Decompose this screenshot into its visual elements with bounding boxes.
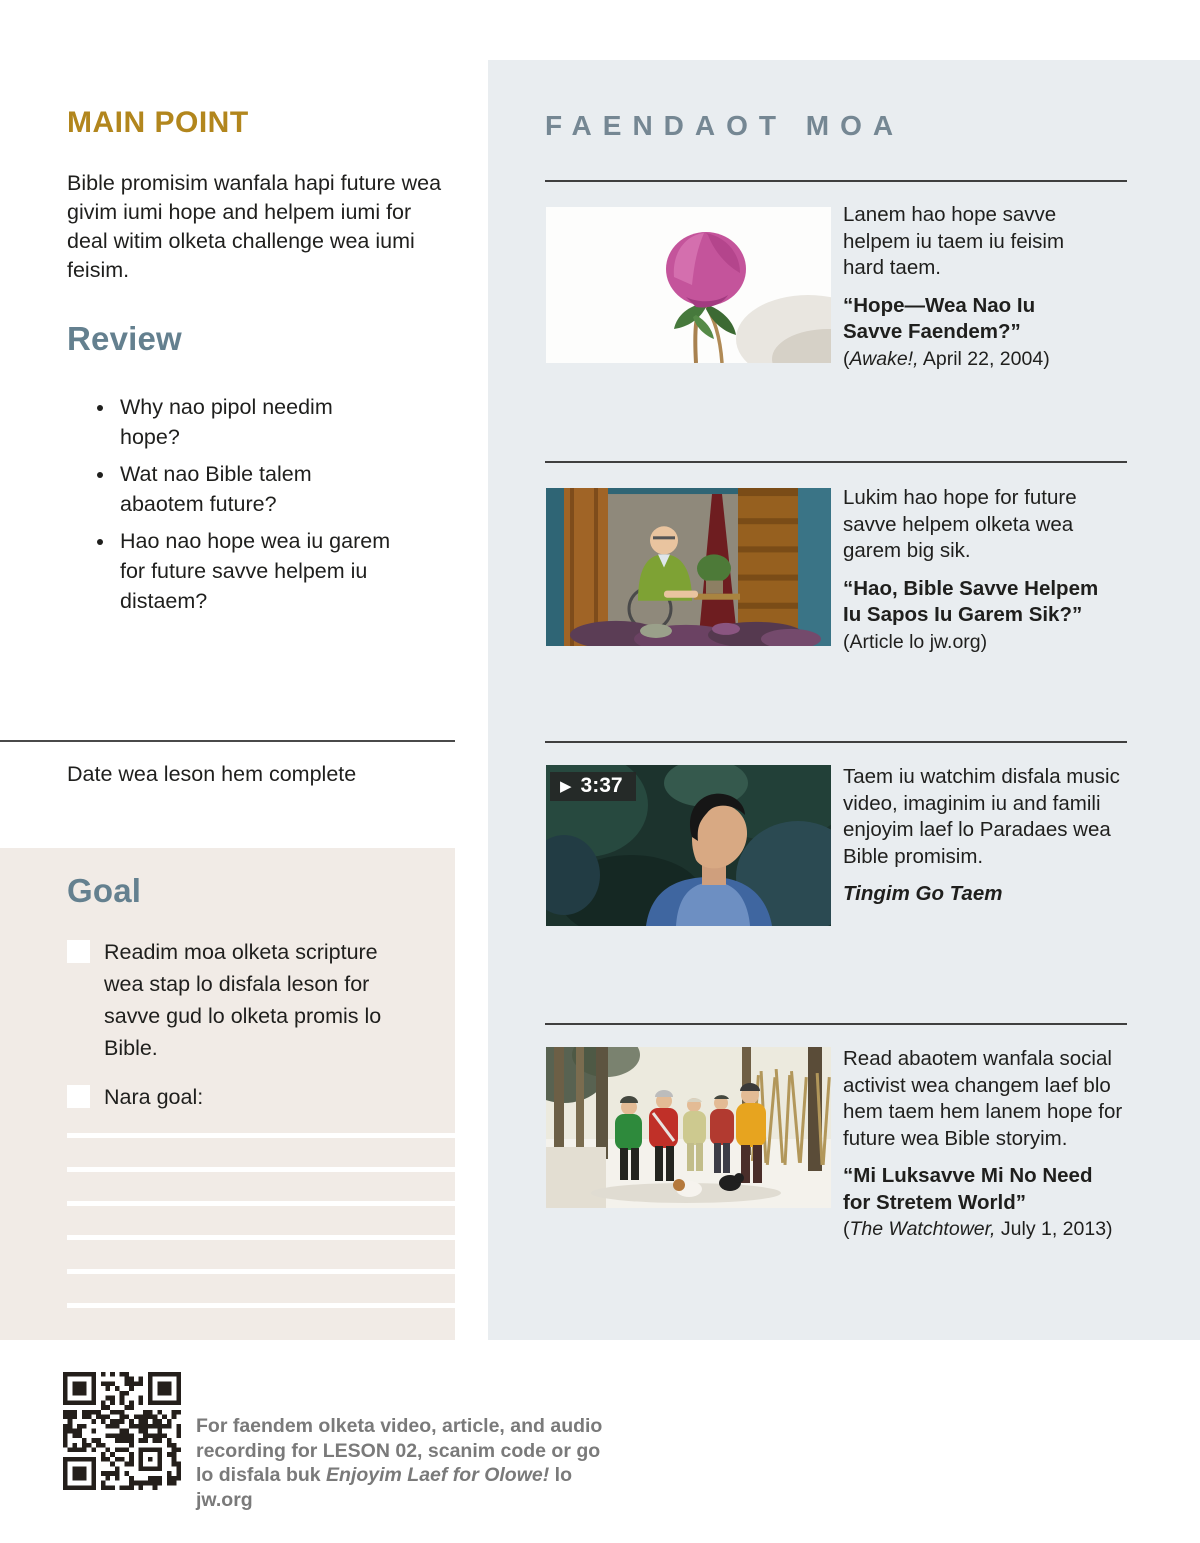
review-bullet: • Wat nao Bible talem abaotem future? (116, 459, 398, 519)
item-source: (Article lo jw.org) (843, 630, 988, 653)
item-separator (545, 1023, 1127, 1025)
footer-book-title: Enjoyim Laef for Olowe! (326, 1464, 550, 1486)
item-description: Read abaotem wanfala social activist wea changem laef blo hem taem hem lanem hope for future wea Bible storyim. (843, 1047, 1123, 1150)
review-bullet: • Hao nao hope wea iu garem for future savve helpem iu distaem? (116, 526, 398, 616)
item-title: “Hao, Bible Savve Helpem Iu Sapos Iu Garem Sik?” (843, 576, 1099, 626)
completion-date-rule (0, 740, 455, 742)
find-out-more-item (843, 485, 1135, 655)
main-point-text: Bible promisim wanfala hapi future wea givim iumi hope and helpem iumi for deal witim olketa challenge wea iumi feisim. (67, 171, 442, 282)
find-out-more-item (843, 764, 1135, 908)
checkbox-icon (67, 940, 90, 963)
footer-note (196, 1414, 608, 1512)
play-icon: ▶ (560, 777, 572, 795)
goal-writing-lines (67, 1133, 455, 1309)
item-separator (545, 180, 1127, 182)
goal-section (0, 848, 455, 1340)
qr-code (63, 1372, 181, 1490)
man-in-wheelchair-at-window-photo (546, 488, 831, 646)
item-title: Tingim Go Taem (843, 882, 1003, 905)
find-out-more-item (843, 202, 1135, 372)
footer-text: For faendem olketa video, article, and audio recording for LESON 02, scanim code or go lo disfala buk (196, 1415, 603, 1486)
item-description: Lukim hao hope for future savve helpem olketa wea garem big sik. (843, 486, 1077, 562)
review-bullet: • Why nao pipol needim hope? (116, 392, 398, 452)
family-walking-in-snow-photo (546, 1047, 831, 1208)
goal-item-label: Nara goal: (104, 1085, 204, 1109)
item-source: (The Watchtower, July 1, 2013) (843, 1218, 1113, 1240)
goal-checkbox-item (67, 1081, 412, 1113)
footer-text: lo jw.org (196, 1464, 572, 1511)
item-description: Taem iu watchim disfala music video, imaginim iu and famili enjoyim laef lo Paradaes wea Bible promisim. (843, 765, 1120, 868)
find-out-more-heading: FAENDAOT MOA (545, 110, 905, 141)
find-out-more-panel (488, 60, 1200, 1340)
review-heading: Review (67, 320, 182, 357)
find-out-more-item (843, 1046, 1135, 1242)
goal-heading: Goal (67, 872, 142, 909)
item-title: “Hope—Wea Nao Iu Savve Faendem?” (843, 293, 1036, 343)
video-duration: 3:37 (580, 774, 623, 797)
pink-flower-photo (546, 207, 831, 363)
review-list (92, 392, 398, 623)
music-video-man-looking-up-thumbnail (546, 765, 831, 926)
goal-checkbox-item (67, 936, 412, 1064)
item-separator (545, 741, 1127, 743)
main-point-heading: MAIN POINT (67, 106, 249, 139)
goal-item-label: Readim moa olketa scripture wea stap lo disfala leson for savve gud lo olketa promis lo Bible. (104, 940, 382, 1060)
video-duration-badge (550, 772, 636, 801)
item-description: Lanem hao hope savve helpem iu taem iu feisim hard taem. (843, 203, 1065, 279)
qr-code-icon (63, 1372, 181, 1490)
item-separator (545, 461, 1127, 463)
checkbox-icon (67, 1085, 90, 1108)
completion-date-label: Date wea leson hem complete (67, 762, 357, 786)
item-source: (Awake!, April 22, 2004) (843, 347, 1050, 370)
item-title: “Mi Luksavve Mi No Need for Stretem World” (843, 1164, 1093, 1214)
